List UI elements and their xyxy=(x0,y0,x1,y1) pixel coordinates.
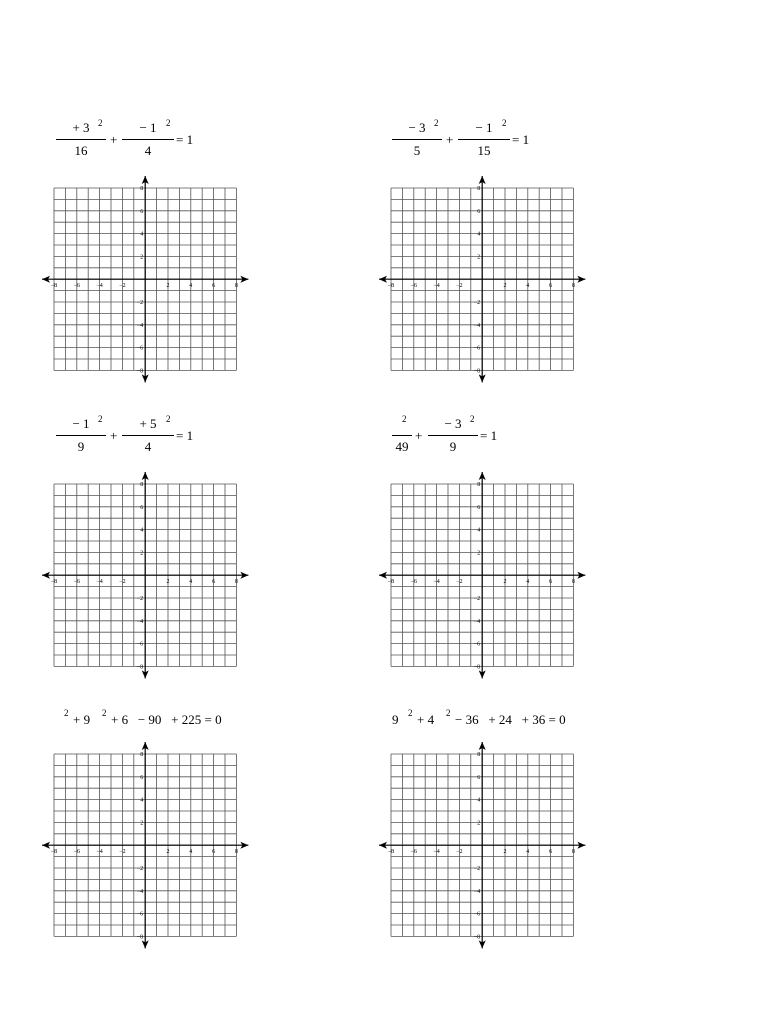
y-tick-label: −8 xyxy=(473,368,481,375)
denominator: 9 xyxy=(449,439,457,454)
y-tick-label: 6 xyxy=(477,208,481,215)
x-tick-label: −8 xyxy=(50,283,58,290)
x-tick-label: −4 xyxy=(433,579,440,586)
equation-2 xyxy=(392,118,552,164)
numerator: − 3 xyxy=(408,120,426,135)
y-tick-label: 6 xyxy=(477,774,481,781)
x-tick-label: 6 xyxy=(212,849,216,856)
y-tick-label: −6 xyxy=(473,345,481,352)
denominator: 4 xyxy=(144,143,152,158)
y-tick-label: −8 xyxy=(473,934,481,941)
coordinate-plane-3 xyxy=(40,470,250,680)
numerator: + 3 xyxy=(72,120,90,135)
x-tick-label: −8 xyxy=(50,849,58,856)
fraction-3b xyxy=(122,414,174,460)
x-tick-label: 6 xyxy=(549,849,553,856)
exponent: 2 xyxy=(446,708,451,718)
fraction-2a xyxy=(392,118,442,164)
y-tick-label: 6 xyxy=(477,504,481,511)
x-tick-label: −8 xyxy=(387,849,395,856)
y-tick-label: −2 xyxy=(136,299,144,306)
coordinate-plane-1 xyxy=(40,174,250,384)
equals-one: = 1 xyxy=(176,132,194,147)
fraction-2b xyxy=(458,118,510,164)
fraction-3a xyxy=(56,414,106,460)
x-tick-label: −2 xyxy=(119,579,126,586)
plus-sign: + xyxy=(446,132,454,147)
fraction-bar xyxy=(392,435,412,436)
fraction-bar xyxy=(56,435,106,436)
x-tick-label: −2 xyxy=(456,849,463,856)
y-tick-label: 6 xyxy=(140,208,144,215)
denominator: 49 xyxy=(395,439,409,454)
exponent: 2 xyxy=(166,118,171,128)
x-tick-label: 2 xyxy=(166,849,170,856)
y-tick-label: −4 xyxy=(136,322,144,329)
y-tick-label: −8 xyxy=(136,368,144,375)
x-tick-label: −6 xyxy=(73,579,80,586)
x-tick-label: −4 xyxy=(96,283,103,290)
graph-svg xyxy=(377,174,587,384)
x-tick-label: 2 xyxy=(503,849,507,856)
x-tick-label: 8 xyxy=(234,579,238,586)
exponent: 2 xyxy=(470,414,475,424)
y-tick-label: 4 xyxy=(477,527,481,534)
term: − 36 + 24 + 36 = 0 xyxy=(455,712,566,727)
graph-svg xyxy=(40,174,250,384)
x-tick-label: −6 xyxy=(73,283,80,290)
x-tick-label: 8 xyxy=(234,849,238,856)
y-tick-label: −2 xyxy=(473,299,481,306)
y-tick-label: −6 xyxy=(473,911,481,918)
y-tick-label: −4 xyxy=(136,618,144,625)
y-tick-label: 4 xyxy=(477,797,481,804)
coordinate-plane-5 xyxy=(40,740,250,950)
x-tick-label: 4 xyxy=(526,283,530,290)
y-tick-label: −4 xyxy=(473,888,481,895)
exponent: 2 xyxy=(166,414,171,424)
y-tick-label: 8 xyxy=(477,751,481,758)
y-tick-label: 8 xyxy=(140,751,144,758)
fraction-bar xyxy=(56,139,106,140)
x-tick-label: −6 xyxy=(410,579,417,586)
x-tick-label: 8 xyxy=(234,283,238,290)
x-tick-label: −2 xyxy=(119,849,126,856)
plus-sign: + xyxy=(415,428,423,443)
plus-sign: + xyxy=(110,132,118,147)
denominator: 15 xyxy=(477,143,491,158)
x-tick-label: 4 xyxy=(189,283,193,290)
x-tick-label: 6 xyxy=(549,283,553,290)
denominator: 9 xyxy=(77,439,85,454)
y-tick-label: 4 xyxy=(477,231,481,238)
exponent: 2 xyxy=(98,118,103,128)
y-tick-label: −4 xyxy=(136,888,144,895)
y-tick-label: 8 xyxy=(477,185,481,192)
y-tick-label: 2 xyxy=(140,254,144,261)
denominator: 4 xyxy=(144,439,152,454)
fraction-bar xyxy=(392,139,442,140)
x-tick-label: 8 xyxy=(571,283,575,290)
y-tick-label: −6 xyxy=(136,641,144,648)
x-tick-label: −8 xyxy=(50,579,58,586)
y-tick-label: 6 xyxy=(140,504,144,511)
y-tick-label: −8 xyxy=(136,934,144,941)
y-tick-label: 2 xyxy=(477,820,481,827)
fraction-4b xyxy=(428,414,478,460)
x-tick-label: 4 xyxy=(526,579,530,586)
x-tick-label: −4 xyxy=(433,849,440,856)
fraction-4a xyxy=(392,414,412,460)
numerator: − 1 xyxy=(139,120,157,135)
graph-svg xyxy=(377,740,587,950)
graph-svg xyxy=(40,470,250,680)
numerator: − 3 xyxy=(444,416,462,431)
exponent: 2 xyxy=(102,708,107,718)
x-tick-label: 6 xyxy=(212,579,216,586)
x-tick-label: −4 xyxy=(96,579,103,586)
y-tick-label: −2 xyxy=(136,595,144,602)
y-tick-label: 2 xyxy=(140,820,144,827)
y-tick-label: −6 xyxy=(473,641,481,648)
x-tick-label: 2 xyxy=(166,579,170,586)
x-tick-label: −8 xyxy=(387,579,395,586)
y-tick-label: −6 xyxy=(136,911,144,918)
x-tick-label: 2 xyxy=(503,579,507,586)
y-tick-label: 4 xyxy=(140,797,144,804)
x-tick-label: −6 xyxy=(410,849,417,856)
numerator: − 1 xyxy=(475,120,493,135)
denominator: 16 xyxy=(74,143,88,158)
y-tick-label: −2 xyxy=(473,595,481,602)
y-tick-label: 6 xyxy=(140,774,144,781)
x-tick-label: 2 xyxy=(166,283,170,290)
x-tick-label: 4 xyxy=(526,849,530,856)
x-tick-label: −6 xyxy=(410,283,417,290)
x-tick-label: −4 xyxy=(96,849,103,856)
y-tick-label: −4 xyxy=(473,618,481,625)
x-tick-label: −2 xyxy=(456,579,463,586)
fraction-1b xyxy=(122,118,174,164)
x-tick-label: −2 xyxy=(456,283,463,290)
equation-3 xyxy=(56,414,216,460)
equation-4 xyxy=(392,414,552,460)
exponent: 2 xyxy=(98,414,103,424)
exponent: 2 xyxy=(64,708,69,718)
x-tick-label: 4 xyxy=(189,579,193,586)
coordinate-plane-2 xyxy=(377,174,587,384)
x-tick-label: 8 xyxy=(571,849,575,856)
y-tick-label: 8 xyxy=(477,481,481,488)
fraction-bar xyxy=(458,139,510,140)
x-tick-label: 2 xyxy=(503,283,507,290)
numerator: − 1 xyxy=(72,416,90,431)
x-tick-label: 6 xyxy=(212,283,216,290)
y-tick-label: 8 xyxy=(140,185,144,192)
equals-one: = 1 xyxy=(480,428,498,443)
term: + 6 − 90 + 225 = 0 xyxy=(111,712,222,727)
numerator: + 5 xyxy=(139,416,157,431)
y-tick-label: −8 xyxy=(136,664,144,671)
coordinate-plane-6 xyxy=(377,740,587,950)
equation-1 xyxy=(56,118,216,164)
equation-5 xyxy=(64,708,264,730)
coordinate-plane-4 xyxy=(377,470,587,680)
y-tick-label: 2 xyxy=(140,550,144,557)
y-tick-label: −8 xyxy=(473,664,481,671)
plus-sign: + xyxy=(110,428,118,443)
graph-svg xyxy=(377,470,587,680)
y-tick-label: −2 xyxy=(473,865,481,872)
denominator: 5 xyxy=(413,143,421,158)
fraction-bar xyxy=(122,139,174,140)
x-tick-label: 6 xyxy=(549,579,553,586)
x-tick-label: −4 xyxy=(433,283,440,290)
x-tick-label: 4 xyxy=(189,849,193,856)
graph-svg xyxy=(40,740,250,950)
y-tick-label: 8 xyxy=(140,481,144,488)
equation-6 xyxy=(392,708,602,730)
exponent: 2 xyxy=(408,708,413,718)
fraction-1a xyxy=(56,118,106,164)
fraction-bar xyxy=(428,435,478,436)
x-tick-label: −6 xyxy=(73,849,80,856)
y-tick-label: −2 xyxy=(136,865,144,872)
x-tick-label: 8 xyxy=(571,579,575,586)
x-tick-label: −8 xyxy=(387,283,395,290)
y-tick-label: 2 xyxy=(477,254,481,261)
exponent: 2 xyxy=(502,118,507,128)
x-tick-label: −2 xyxy=(119,283,126,290)
term: + 9 xyxy=(73,712,91,727)
exponent: 2 xyxy=(402,414,407,424)
y-tick-label: 4 xyxy=(140,527,144,534)
term: 9 xyxy=(392,712,399,727)
exponent: 2 xyxy=(434,118,439,128)
equals-one: = 1 xyxy=(512,132,530,147)
fraction-bar xyxy=(122,435,174,436)
y-tick-label: −6 xyxy=(136,345,144,352)
y-tick-label: 4 xyxy=(140,231,144,238)
y-tick-label: −4 xyxy=(473,322,481,329)
term: + 4 xyxy=(417,712,435,727)
equals-one: = 1 xyxy=(176,428,194,443)
y-tick-label: 2 xyxy=(477,550,481,557)
